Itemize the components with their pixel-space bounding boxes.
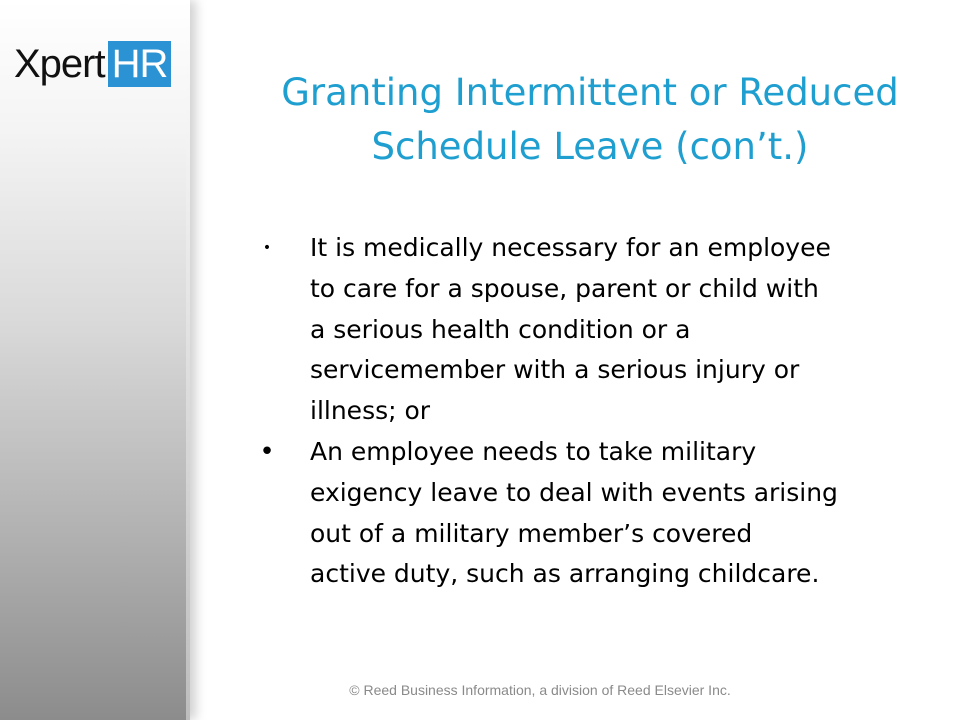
sidebar-edge-highlight (186, 0, 190, 720)
bullet-2-line-3: out of a military member’s covered (310, 518, 753, 548)
bullet-dot-icon: • (262, 240, 272, 256)
bullet-item-1 (255, 228, 945, 432)
logo-text-xpert: Xpert (14, 42, 105, 86)
slide-title-line-2: Schedule Leave (con’t.) (371, 125, 809, 168)
sidebar-gradient-panel (0, 0, 190, 720)
bullet-1-line-3: a serious health condition or a (310, 314, 691, 344)
bullet-2-line-1: An employee needs to take military (310, 436, 757, 466)
logo-text-hr: HR (108, 41, 172, 87)
bullet-1-line-2: to care for a spouse, parent or child with (310, 273, 819, 303)
bullet-2-line-2: exigency leave to deal with events arising (310, 477, 838, 507)
bullet-dot-icon: • (259, 436, 275, 467)
bullet-1-line-5: illness; or (310, 396, 431, 426)
bullet-1-line-1: It is medically necessary for an employee (310, 233, 831, 262)
bullet-list (255, 228, 945, 595)
slide-title-line-1: Granting Intermittent or Reduced (281, 71, 899, 114)
xperthr-logo (14, 40, 171, 88)
copyright-footer: © Reed Business Information, a division of Reed Elsevier Inc. (349, 682, 731, 698)
bullet-1-line-4: servicemember with a serious injury or (310, 355, 800, 385)
bullet-item-2 (255, 432, 945, 595)
bullet-2-line-4: active duty, such as arranging childcare. (310, 559, 820, 589)
slide-title (240, 66, 940, 174)
